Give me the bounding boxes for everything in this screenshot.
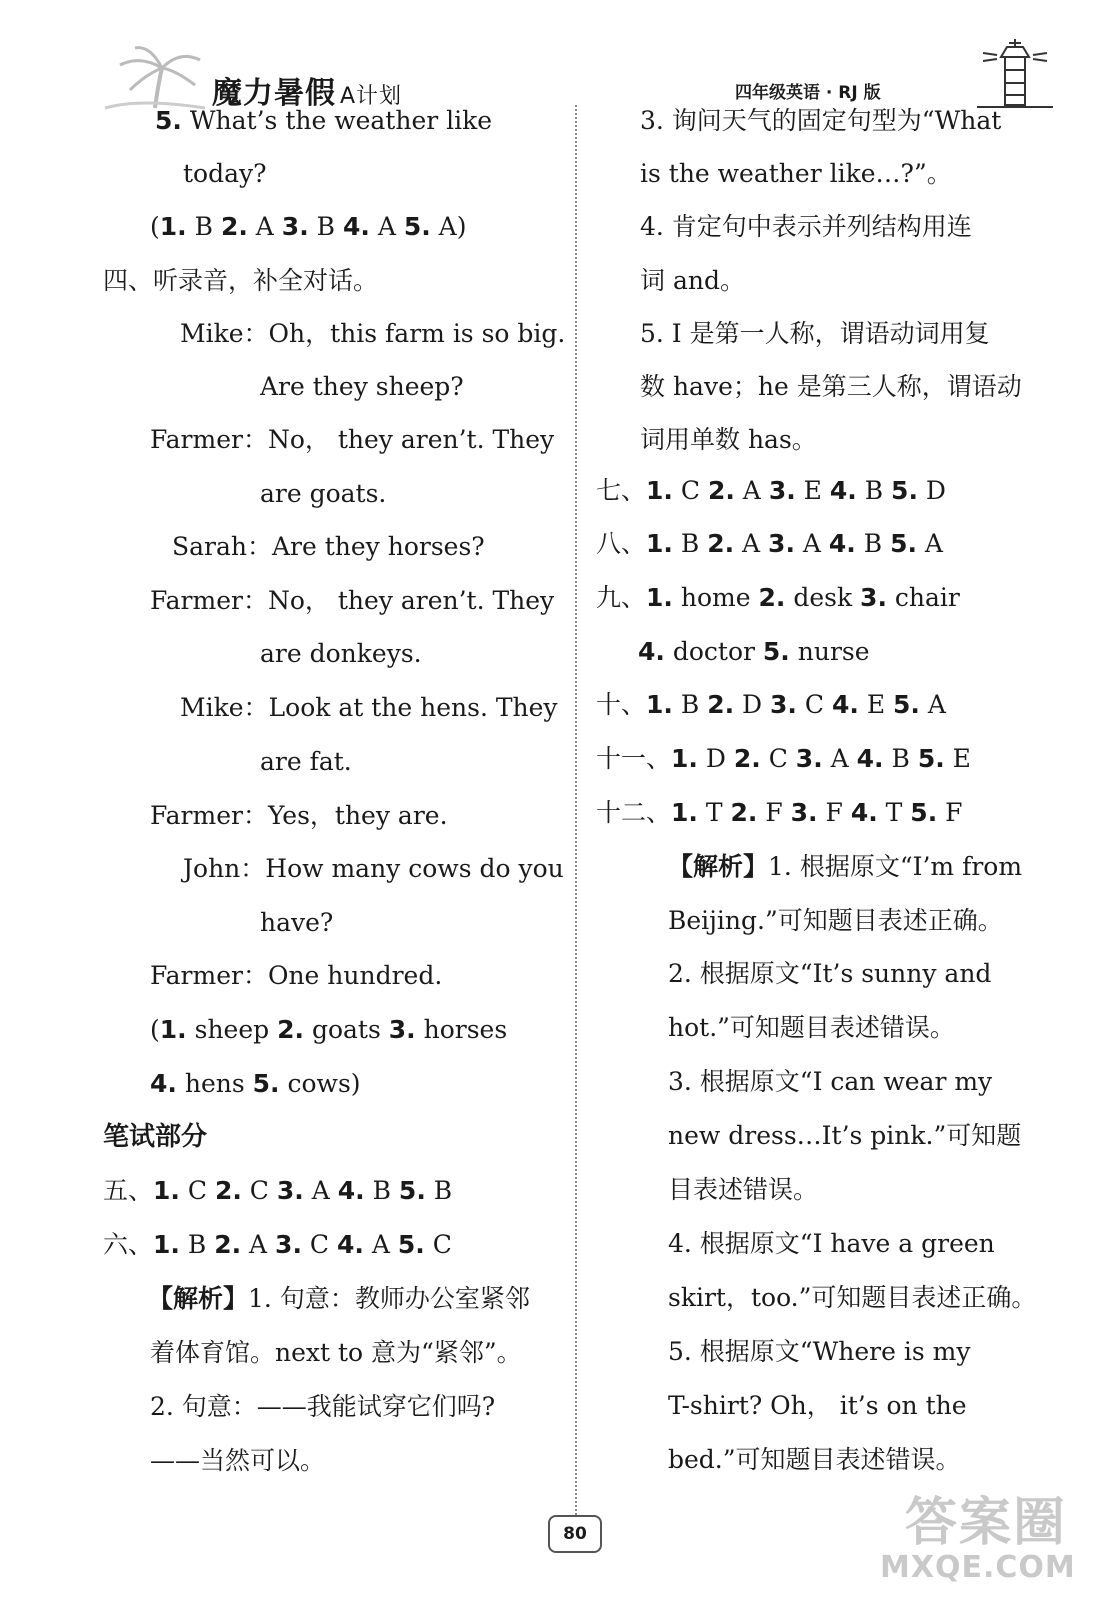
page-number: 80 bbox=[548, 1515, 602, 1553]
lighthouse-icon bbox=[975, 35, 1055, 110]
bold-text: 5. bbox=[891, 476, 918, 505]
text-run: A bbox=[734, 529, 769, 558]
text-run: 1. 句意：教师办公室紧邻 bbox=[248, 1284, 530, 1313]
text-run: C bbox=[672, 476, 708, 505]
left-text-line bbox=[103, 265, 378, 297]
text-run: ——当然可以。 bbox=[150, 1446, 326, 1475]
bold-text: 4. bbox=[828, 529, 856, 558]
text-run: E bbox=[944, 744, 971, 773]
text-run: Farmer：One hundred. bbox=[150, 961, 443, 990]
bold-text: 1. bbox=[646, 529, 673, 558]
text-run: A bbox=[919, 690, 946, 719]
bold-text: 1. bbox=[153, 1230, 180, 1259]
text-run: What’s the weather like bbox=[181, 106, 493, 135]
right-text-line bbox=[668, 1228, 995, 1260]
bold-text: 1. bbox=[671, 744, 698, 773]
text-run: T bbox=[697, 798, 731, 827]
right-text-line bbox=[596, 528, 943, 560]
text-run: C bbox=[301, 1230, 337, 1259]
bold-text: 1. bbox=[646, 690, 673, 719]
text-run: cows) bbox=[279, 1069, 361, 1098]
text-run: A bbox=[794, 529, 829, 558]
bold-text: 2. bbox=[733, 744, 761, 773]
text-run: F bbox=[937, 798, 963, 827]
text-run: T bbox=[877, 798, 911, 827]
text-run: 着体育馆。next to 意为“紧邻”。 bbox=[150, 1338, 522, 1367]
right-text-line bbox=[668, 1336, 970, 1368]
bold-text: 3. bbox=[768, 529, 795, 558]
text-run: A) bbox=[430, 212, 467, 241]
bold-text: 5. bbox=[252, 1069, 280, 1098]
text-run: 六、 bbox=[103, 1230, 154, 1259]
bold-text: 3. bbox=[770, 690, 797, 719]
bold-text: 5. bbox=[398, 1176, 426, 1205]
right-text-line bbox=[596, 743, 971, 775]
bold-text: 3. bbox=[795, 744, 823, 773]
left-text-line bbox=[150, 1068, 361, 1100]
bold-text: 2. bbox=[214, 1230, 242, 1259]
text-run: ( bbox=[150, 212, 160, 241]
text-run: B bbox=[179, 1230, 215, 1259]
text-run: A bbox=[241, 1230, 276, 1259]
text-run: A bbox=[303, 1176, 338, 1205]
left-text-line bbox=[148, 1283, 530, 1315]
text-run: bed.”可知题目表述错误。 bbox=[668, 1445, 961, 1474]
right-text-line bbox=[596, 475, 946, 507]
text-run: are goats. bbox=[260, 479, 387, 508]
text-run: 词用单数 has。 bbox=[640, 425, 817, 454]
text-run: new dress…It’s pink.”可知题 bbox=[668, 1121, 1022, 1150]
bold-text: 4. bbox=[342, 212, 370, 241]
right-text-line bbox=[640, 371, 1022, 403]
text-run: ( bbox=[150, 1015, 160, 1044]
bold-text: 5. bbox=[397, 1230, 425, 1259]
bold-text: 3. bbox=[860, 583, 887, 612]
right-text-line bbox=[668, 1282, 1036, 1314]
bold-text: 5. bbox=[910, 798, 938, 827]
right-text-line bbox=[668, 851, 1022, 883]
grade-label: 四年级英语 · RJ 版 bbox=[735, 83, 881, 103]
text-run: 3. 询问天气的固定句型为“What bbox=[640, 106, 1002, 135]
right-text-line bbox=[596, 797, 963, 829]
text-run: 七、 bbox=[596, 476, 647, 505]
left-text-line bbox=[103, 1229, 452, 1261]
text-run: D bbox=[917, 476, 946, 505]
left-text-line bbox=[150, 424, 554, 456]
text-run: T-shirt? Oh， it’s on the bbox=[668, 1391, 967, 1420]
left-text-line bbox=[172, 531, 485, 563]
right-text-line bbox=[640, 211, 972, 243]
bold-text: 5. bbox=[403, 212, 431, 241]
text-run: goats bbox=[304, 1015, 389, 1044]
text-run: Beijing.”可知题目表述正确。 bbox=[668, 906, 1003, 935]
text-run: 4. 肯定句中表示并列结构用连 bbox=[640, 212, 972, 241]
bold-text: 2. bbox=[730, 798, 758, 827]
bold-text: 1. bbox=[159, 1015, 187, 1044]
column-divider bbox=[575, 105, 577, 1515]
bold-text: 3. bbox=[275, 1230, 302, 1259]
left-text-line bbox=[150, 1014, 507, 1046]
right-text-line bbox=[596, 582, 960, 614]
bold-text: 5. bbox=[890, 529, 917, 558]
text-run: 1. 根据原文“I’m from bbox=[768, 852, 1023, 881]
text-run: are fat. bbox=[260, 747, 352, 776]
text-run: 词 and。 bbox=[640, 266, 745, 295]
text-run: B bbox=[425, 1176, 453, 1205]
left-text-line bbox=[260, 907, 333, 939]
bold-text: 2. bbox=[277, 1015, 304, 1044]
text-run: Mike：Look at the hens. They bbox=[180, 693, 558, 722]
text-run: John：How many cows do you bbox=[183, 854, 564, 883]
text-run: nurse bbox=[789, 637, 870, 666]
text-run: D bbox=[697, 744, 734, 773]
bold-text: 5. bbox=[917, 744, 945, 773]
bold-text: 3. bbox=[281, 212, 309, 241]
text-run: C bbox=[796, 690, 832, 719]
text-run: B bbox=[856, 476, 892, 505]
right-text-line bbox=[668, 1120, 1021, 1152]
right-text-line bbox=[668, 905, 1003, 937]
text-run: B bbox=[883, 744, 918, 773]
bold-text: 【解析】 bbox=[668, 852, 769, 881]
bold-text: 4. bbox=[831, 690, 859, 719]
text-run: B bbox=[364, 1176, 399, 1205]
text-run: E bbox=[795, 476, 830, 505]
text-run: 2. 根据原文“It’s sunny and bbox=[668, 959, 992, 988]
bold-text: 2. bbox=[707, 476, 735, 505]
left-text-line bbox=[150, 1337, 522, 1369]
text-run: 数 have；he 是第三人称，谓语动 bbox=[640, 372, 1022, 401]
text-run: C bbox=[760, 744, 796, 773]
text-run: Farmer：Yes，they are. bbox=[150, 801, 448, 830]
left-text-line bbox=[180, 318, 565, 350]
text-run: chair bbox=[886, 583, 960, 612]
bold-text: 3. bbox=[388, 1015, 416, 1044]
right-text-line bbox=[596, 689, 946, 721]
bold-text: 4. bbox=[850, 798, 878, 827]
right-text-line bbox=[640, 318, 990, 350]
left-text-line bbox=[260, 371, 464, 403]
bold-text: 1. bbox=[153, 1176, 180, 1205]
right-text-line bbox=[668, 1174, 818, 1206]
bold-text: 3. bbox=[768, 476, 796, 505]
bold-text: 2. bbox=[707, 690, 735, 719]
bold-text: 4. bbox=[856, 744, 884, 773]
bold-text: 5. bbox=[893, 690, 920, 719]
bold-text: 4. bbox=[150, 1069, 177, 1098]
text-run: 目表述错误。 bbox=[668, 1175, 819, 1204]
left-text-line bbox=[150, 1445, 325, 1477]
text-run: Farmer：No， they aren’t. They bbox=[150, 425, 555, 454]
text-run: 4. 根据原文“I have a green bbox=[668, 1229, 995, 1258]
right-text-line bbox=[668, 958, 991, 990]
text-run: today? bbox=[183, 159, 267, 188]
text-run: B bbox=[308, 212, 343, 241]
text-run: hot.”可知题目表述错误。 bbox=[668, 1013, 955, 1042]
text-run: 四、听录音，补全对话。 bbox=[103, 266, 379, 295]
text-run: 五、 bbox=[103, 1176, 154, 1205]
bold-text: 4. bbox=[337, 1176, 365, 1205]
text-run: have? bbox=[260, 908, 334, 937]
right-text-line bbox=[668, 1390, 967, 1422]
book-title: 魔力暑假 A计划 bbox=[212, 76, 403, 111]
bold-text: 3. bbox=[276, 1176, 304, 1205]
text-run: hens bbox=[176, 1069, 253, 1098]
left-text-line bbox=[183, 158, 267, 190]
text-run: 十、 bbox=[596, 690, 647, 719]
bold-text: 2. bbox=[214, 1176, 242, 1205]
bold-text: 笔试部分 bbox=[103, 1122, 208, 1152]
left-text-line bbox=[150, 800, 448, 832]
right-text-line bbox=[668, 1444, 961, 1476]
text-run: B bbox=[672, 529, 708, 558]
text-run: A bbox=[916, 529, 943, 558]
text-run: B bbox=[672, 690, 708, 719]
bold-text: 1. bbox=[646, 583, 673, 612]
text-run: Farmer：No， they aren’t. They bbox=[150, 586, 555, 615]
bold-text: 3. bbox=[790, 798, 818, 827]
text-run: horses bbox=[415, 1015, 508, 1044]
text-run: 八、 bbox=[596, 529, 647, 558]
left-text-line bbox=[150, 960, 442, 992]
text-run: A bbox=[369, 212, 404, 241]
left-text-line bbox=[150, 1391, 495, 1423]
bold-text: 4. bbox=[638, 637, 665, 666]
bold-text: 2. bbox=[707, 529, 735, 558]
text-run: 十二、 bbox=[596, 798, 672, 827]
text-run: sheep bbox=[186, 1015, 278, 1044]
text-run: 九、 bbox=[596, 583, 647, 612]
left-text-line bbox=[103, 1121, 207, 1153]
text-run: B bbox=[186, 212, 221, 241]
bold-text: 4. bbox=[829, 476, 857, 505]
bold-text: 5. bbox=[155, 106, 182, 135]
text-run: doctor bbox=[664, 637, 763, 666]
text-run: home bbox=[672, 583, 759, 612]
text-run: A bbox=[822, 744, 857, 773]
bold-text: 2. bbox=[220, 212, 248, 241]
left-text-line bbox=[155, 105, 492, 137]
text-run: C bbox=[424, 1230, 452, 1259]
text-run: E bbox=[858, 690, 894, 719]
right-text-line bbox=[668, 1066, 992, 1098]
right-text-line bbox=[640, 158, 952, 190]
text-run: 5. 根据原文“Where is my bbox=[668, 1337, 971, 1366]
left-text-line bbox=[150, 585, 554, 617]
text-run: C bbox=[179, 1176, 215, 1205]
text-run: skirt，too.”可知题目表述正确。 bbox=[668, 1283, 1037, 1312]
text-run: 5. I 是第一人称，谓语动词用复 bbox=[640, 319, 990, 348]
text-run: is the weather like…?”。 bbox=[640, 159, 952, 188]
left-text-line bbox=[260, 746, 352, 778]
left-text-line bbox=[183, 853, 564, 885]
right-text-line bbox=[640, 265, 745, 297]
right-text-line bbox=[640, 105, 1001, 137]
text-run: 2. 句意：——我能试穿它们吗? bbox=[150, 1392, 496, 1421]
right-text-line bbox=[640, 424, 817, 456]
left-text-line bbox=[150, 211, 467, 243]
bold-text: 【解析】 bbox=[148, 1284, 249, 1313]
left-text-line bbox=[180, 692, 558, 724]
text-run: F bbox=[757, 798, 791, 827]
right-text-line bbox=[638, 636, 870, 668]
text-run: B bbox=[855, 529, 891, 558]
right-text-line bbox=[668, 1012, 955, 1044]
text-run: A bbox=[734, 476, 769, 505]
bold-text: 2. bbox=[758, 583, 786, 612]
left-text-line bbox=[260, 638, 422, 670]
text-run: D bbox=[734, 690, 771, 719]
text-run: A bbox=[247, 212, 282, 241]
left-text-line bbox=[103, 1175, 452, 1207]
bold-text: 1. bbox=[671, 798, 698, 827]
text-run: Are they sheep? bbox=[260, 372, 464, 401]
watermark: 答案圈 MXQE.COM bbox=[880, 1493, 1076, 1585]
bold-text: 1. bbox=[159, 212, 187, 241]
text-run: are donkeys. bbox=[260, 639, 422, 668]
text-run: Mike：Oh，this farm is so big. bbox=[180, 319, 566, 348]
text-run: Sarah：Are they horses? bbox=[172, 532, 485, 561]
text-run: C bbox=[241, 1176, 277, 1205]
text-run: 3. 根据原文“I can wear my bbox=[668, 1067, 993, 1096]
bold-text: 1. bbox=[646, 476, 673, 505]
bold-text: 5. bbox=[762, 637, 790, 666]
text-run: F bbox=[817, 798, 851, 827]
palm-tree-icon bbox=[100, 40, 210, 110]
text-run: 十一、 bbox=[596, 744, 672, 773]
text-run: A bbox=[363, 1230, 398, 1259]
left-text-line bbox=[260, 478, 386, 510]
text-run: desk bbox=[785, 583, 861, 612]
bold-text: 4. bbox=[336, 1230, 364, 1259]
